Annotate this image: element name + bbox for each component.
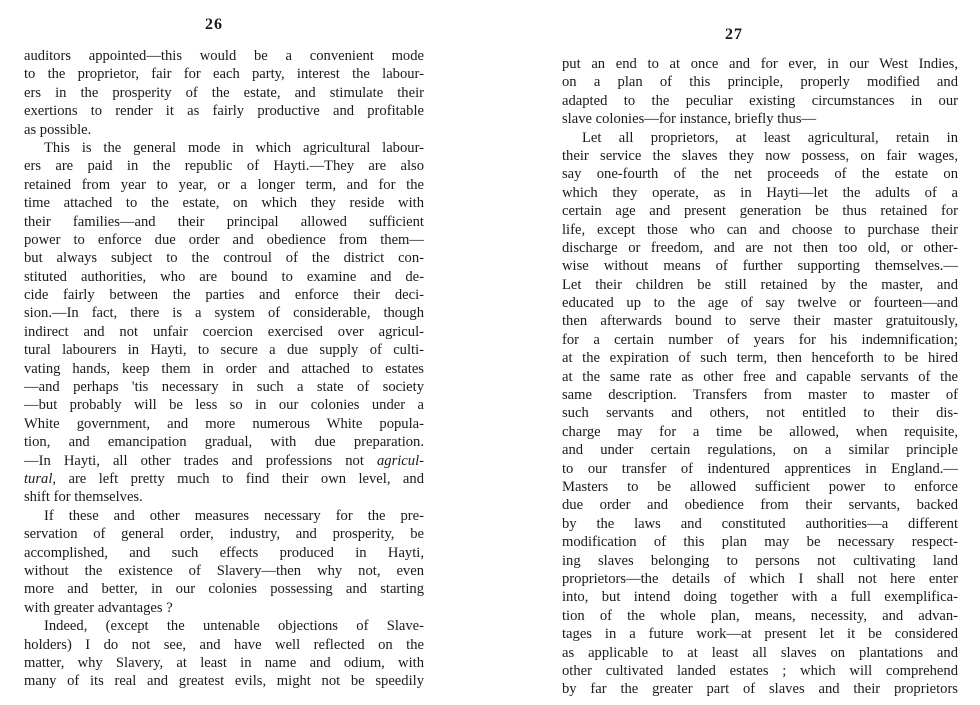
page-number: 26 — [205, 16, 223, 33]
text-line: discharge or freedom, and are not then too old, or other- — [562, 239, 958, 256]
text-line: such servants and others, not entitled to their dis- — [562, 405, 958, 422]
text-line: stituted authorities, who are bound to examine and de- — [24, 268, 424, 285]
page-text — [24, 47, 424, 691]
text-line: as applicable to at least all slaves on plantations and — [562, 644, 958, 661]
text-line: into, but intend doing together with a full exemplifica- — [562, 589, 958, 606]
text-line: This is the general mode in which agricultural labour- — [44, 139, 424, 156]
text-line: time attached to the estate, on which they reside with — [24, 195, 424, 212]
text-line: due order and obedience from their servants, backed — [562, 497, 958, 514]
text-line: without the existence of Slavery—then why not, even — [24, 562, 424, 579]
text-line: modification of this plan may be necessary respect- — [562, 534, 958, 551]
text-line: accomplished, and such effects produced in Hayti, — [24, 544, 424, 561]
text-line: Let their children be still retained by the master, and — [562, 276, 958, 293]
text-line: put an end to at once and for ever, in our West Indies, — [562, 56, 958, 72]
text-line: tural labourers in Hayti, to secure a due supply of culti- — [24, 342, 424, 359]
text-line: more and better, in our colonies possessing and starting — [24, 581, 424, 598]
text-line: other cultivated landed estates ; which will comprehend — [562, 662, 958, 679]
text-line: servation of general order, industry, and prosperity, be — [24, 526, 424, 543]
italic-text-run: agricul- — [376, 452, 424, 469]
text-line: retained from year to year, or a longer term, and for the — [24, 176, 424, 193]
text-line: by the laws and constituted authorities—a different — [562, 515, 958, 532]
text-line: ers in the prosperity of the estate, and stimulate their — [24, 84, 424, 101]
text-line: wise without means of further supporting themselves.— — [562, 258, 958, 275]
text-line: ing slaves belonging to persons not cultivating land — [562, 552, 958, 569]
text-line: holders) I do not see, and have well reflected on the — [24, 636, 424, 653]
text-line: at the expiration of such term, then henceforth to be hired — [562, 350, 958, 367]
text-line: vating hands, keep them in order and attached to estates — [24, 360, 424, 377]
text-line: their families—and their principal allowed sufficient — [24, 213, 424, 230]
text-line: educated up to the age of say twelve or fourteen—and — [562, 295, 958, 312]
text-line: tion, and emancipation gradual, with due preparation. — [24, 434, 424, 451]
text-line: say one-fourth of the net proceeds of the estate on — [562, 166, 958, 183]
text-line: with greater advantages ? — [24, 599, 173, 616]
text-line: White government, and more numerous White popula- — [24, 415, 424, 432]
text-line: sion.—In fact, there is a system of considerable, though — [24, 305, 424, 322]
text-line: which they operate, as in Hayti—let the adults of a — [562, 184, 958, 201]
text-line: ers are paid in the republic of Hayti.—They are also — [24, 158, 424, 175]
text-run: are left pretty much to find their own level, and — [56, 470, 424, 487]
text-line: Let all proprietors, at least agricultural, retain in — [582, 129, 958, 146]
text-line: proprietors—the details of which I shall not here enter — [562, 570, 958, 587]
left-page — [24, 0, 424, 705]
text-line: slave colonies—for instance, briefly thus— — [562, 111, 817, 128]
text-line: to our transfer of indentured apprentices in England.— — [562, 460, 958, 477]
text-line: tages in a future work—at present let it be considered — [562, 626, 958, 643]
page-number: 27 — [725, 26, 743, 43]
text-line: Indeed, (except the untenable objections of Slave- — [44, 618, 424, 635]
text-line: as possible. — [24, 121, 92, 138]
text-line: and under certain regulations, on a similar principle — [562, 442, 958, 459]
text-line: then afterwards bound to serve their master gratuitously, — [562, 313, 958, 330]
text-line: Masters to be allowed sufficient power to enforce — [562, 478, 958, 495]
text-line: —and perhaps 'tis necessary in such a state of society — [24, 379, 424, 396]
text-line: adapted to the peculiar existing circumstances in our — [562, 92, 958, 109]
text-line: charge may for a time be allowed, when requisite, — [562, 423, 958, 440]
text-line: indirect and not unfair coercion exercised over agricul- — [24, 323, 424, 340]
text-line: auditors appointed—this would be a convenient mode — [24, 48, 424, 64]
text-line: on a plan of this principle, properly modified and — [562, 74, 958, 91]
text-line: their service the slaves they now possess, on fair wages, — [562, 147, 958, 164]
text-line: but always subject to the controul of the district con- — [24, 250, 424, 267]
text-line: same description. Transfers from master to master of — [562, 387, 958, 404]
text-line: many of its real and greatest evils, might not be speedily — [24, 673, 424, 690]
text-line — [24, 470, 424, 488]
text-line: to the proprietor, fair for each party, interest the labour- — [24, 66, 424, 83]
text-line: life, except those who can and choose to purchase their — [562, 221, 958, 238]
text-line: If these and other measures necessary for the pre- — [44, 507, 424, 524]
text-line: certain age and present generation be thus retained for — [562, 203, 958, 220]
text-line: by far the greater part of slaves and their proprietors — [562, 681, 958, 698]
text-run: —In Hayti, all other trades and professions not — [24, 452, 377, 469]
text-line: shift for themselves. — [24, 489, 143, 506]
text-line: for a certain number of years for his indemnification; — [562, 331, 958, 348]
text-line: tion of the whole plan, means, necessity, and advan- — [562, 607, 958, 624]
page-text — [562, 55, 958, 699]
text-line — [24, 452, 424, 470]
text-line: cide fairly between the parties and enforce their deci- — [24, 287, 424, 304]
italic-text-run: tural, — [24, 470, 57, 487]
text-line: —but probably will be less so in our colonies under a — [24, 397, 424, 414]
text-line: exertions to render it as fairly productive and profitable — [24, 103, 424, 120]
text-line: power to enforce due order and obedience from them— — [24, 231, 424, 248]
right-page — [562, 0, 958, 705]
text-line: at the same rate as other free and capable servants of the — [562, 368, 958, 385]
text-line: matter, why Slavery, at least in name and odium, with — [24, 654, 424, 671]
